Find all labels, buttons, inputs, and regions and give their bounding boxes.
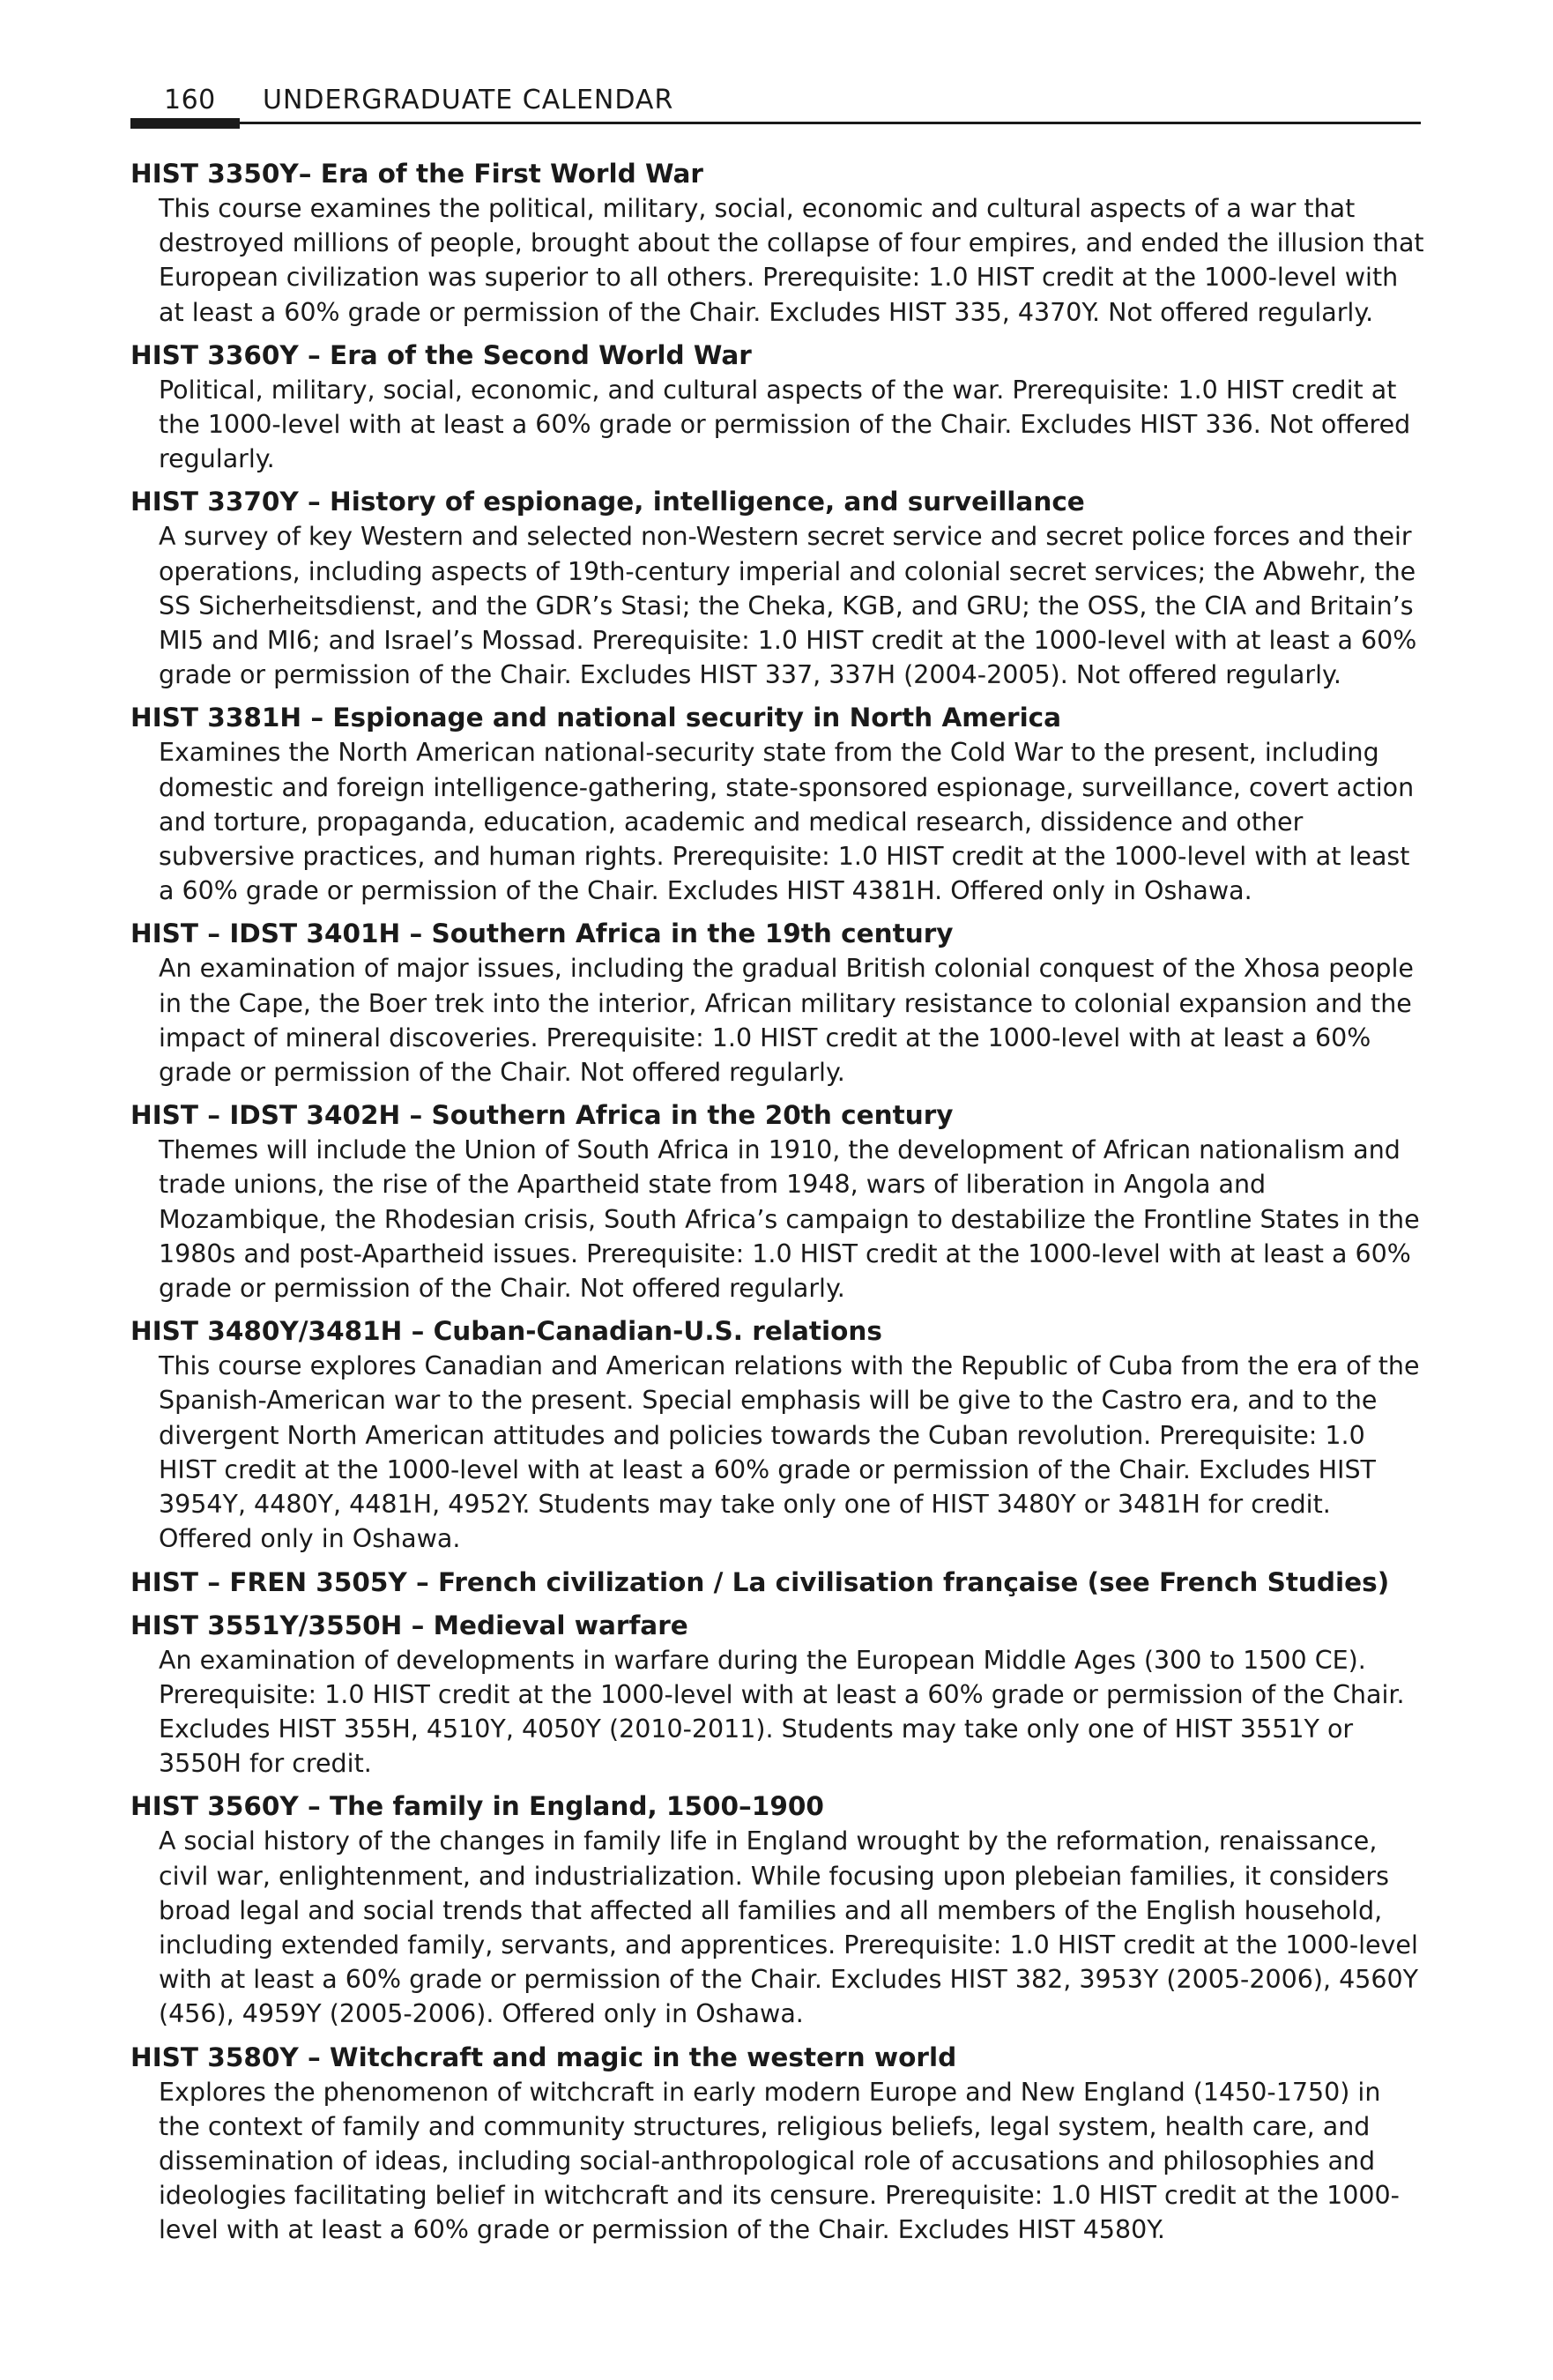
course-description: This course explores Canadian and American relations with the Republic of Cuba from the era of the Spanish-American war to the present. Special emphasis will be give to the Castro era, and to the divergent North American attitudes and policies towards the Cuban revolution. Prerequisite: 1.0 HIST credit at the 1000-level with at least a 60% grade or permission of the Chair. Excludes HIST 3954Y, 4480Y, 4481H, 4952Y. Students may take only one of HIST 3480Y or 3481H for credit. Offered only in Oshawa. — [159, 1351, 1420, 1554]
course-title: HIST 3381H – Espionage and national security in North America — [130, 703, 1062, 733]
course-description: An examination of developments in warfare during the European Middle Ages (300 to 1500 CE). Prerequisite: 1.0 HIST credit at the 1000-level with at least a 60% grade or permission of the Chair. Excludes HIST 355H, 4510Y, 4050Y (2010-2011). Students may take only one of HIST 3551Y or 3550H for credit. — [159, 1645, 1405, 1779]
course-entry — [130, 1609, 1426, 1781]
course-description: Political, military, social, economic, and cultural aspects of the war. Prerequisite: 1.0 HIST credit at the 1000-level with at least a 60% grade or permission of the Chair. Excludes HIST 336. Not offered regularly. — [159, 375, 1411, 474]
course-description: Explores the phenomenon of witchcraft in early modern Europe and New England (1450-1750) in the context of family and community structures, religious beliefs, legal system, health care, and dissemination of ideas, including social-anthropological role of accusations and philosophies and ideologies facilitating belief in witchcraft and its censure. Prerequisite: 1.0 HIST credit at the 1000-level with at least a 60% grade or permission of the Chair. Excludes HIST 4580Y. — [159, 2077, 1400, 2245]
course-entry — [130, 2041, 1426, 2248]
course-entry — [130, 485, 1426, 692]
course-title: HIST 3551Y/3550H – Medieval warfare — [130, 1610, 688, 1640]
course-description: A social history of the changes in family life in England wrought by the reformation, renaissance, civil war, enlightenment, and industrialization. While focusing upon plebeian families, it considers broad legal and social trends that affected all families and all members of the English household, including extended family, servants, and apprentices. Prerequisite: 1.0 HIST credit at the 1000-level with at least a 60% grade or permission of the Chair. Excludes HIST 382, 3953Y (2005-2006), 4560Y (456), 4959Y (2005-2006). Offered only in Oshawa. — [159, 1826, 1419, 2029]
course-title: HIST – IDST 3401H – Southern Africa in the 19th century — [130, 919, 954, 949]
course-entry — [130, 917, 1426, 1090]
course-description: An examination of major issues, including the gradual British colonial conquest of the Xhosa people in the Cape, the Boer trek into the interior, African military resistance to colonial expansion and the impact of mineral discoveries. Prerequisite: 1.0 HIST credit at the 1000-level with at least a 60% grade or permission of the Chair. Not offered regularly. — [159, 954, 1414, 1088]
header-block — [130, 118, 240, 129]
course-title: HIST 3480Y/3481H – Cuban-Canadian-U.S. relations — [130, 1316, 882, 1347]
course-entry — [130, 1566, 1426, 1600]
course-description: Examines the North American national-security state from the Cold War to the present, including domestic and foreign intelligence-gathering, state-sponsored espionage, surveillance, covert action and torture, propaganda, education, academic and medical research, dissidence and other subversive practices, and human rights. Prerequisite: 1.0 HIST credit at the 1000-level with at least a 60% grade or permission of the Chair. Excludes HIST 4381H. Offered only in Oshawa. — [159, 738, 1415, 906]
course-entry — [130, 1098, 1426, 1305]
page-number: 160 — [164, 85, 216, 115]
course-title: HIST – FREN 3505Y – French civilization / La civilisation française (see French Studies) — [130, 1566, 1390, 1597]
course-description: This course examines the political, military, social, economic and cultural aspects of a war that destroyed millions of people, brought about the collapse of four empires, and ended the illusion that European civilization was superior to all others. Prerequisite: 1.0 HIST credit at the 1000-level with at least a 60% grade or permission of the Chair. Excludes HIST 335, 4370Y. Not offered regularly. — [159, 194, 1424, 327]
course-title: HIST 3360Y – Era of the Second World War — [130, 339, 752, 370]
course-title: HIST 3580Y – Witchcraft and magic in the western world — [130, 2042, 957, 2072]
course-title: HIST 3560Y – The family in England, 1500–1900 — [130, 1791, 824, 1822]
course-entry — [130, 157, 1426, 330]
page-header — [130, 79, 1421, 134]
course-title: HIST – IDST 3402H – Southern Africa in the 20th century — [130, 1100, 954, 1131]
course-entry — [130, 1314, 1426, 1556]
header-rule — [130, 122, 1421, 124]
course-title: HIST 3370Y – History of espionage, intelligence, and surveillance — [130, 487, 1085, 517]
running-title: UNDERGRADUATE CALENDAR — [263, 85, 674, 115]
course-list — [130, 157, 1426, 2257]
course-entry — [130, 1789, 1426, 2031]
course-description: A survey of key Western and selected non-Western secret service and secret police forces and their operations, including aspects of 19th-century imperial and colonial secret services; the Abwehr, the SS Sicherheitsdienst, and the GDR’s Stasi; the Cheka, KGB, and GRU; the OSS, the CIA and Britain’s MI5 and MI6; and Israel’s Mossad. Prerequisite: 1.0 HIST credit at the 1000-level with at least a 60% grade or permission of the Chair. Excludes HIST 337, 337H (2004-2005). Not offered regularly. — [159, 522, 1417, 690]
course-title: HIST 3350Y– Era of the First World War — [130, 159, 703, 189]
course-description: Themes will include the Union of South Africa in 1910, the development of African nationalism and trade unions, the rise of the Apartheid state from 1948, wars of liberation in Angola and Mozambique, the Rhodesian crisis, South Africa’s campaign to destabilize the Frontline States in the 1980s and post-Apartheid issues. Prerequisite: 1.0 HIST credit at the 1000-level with at least a 60% grade or permission of the Chair. Not offered regularly. — [159, 1135, 1420, 1304]
course-entry — [130, 338, 1426, 477]
course-entry — [130, 701, 1426, 908]
